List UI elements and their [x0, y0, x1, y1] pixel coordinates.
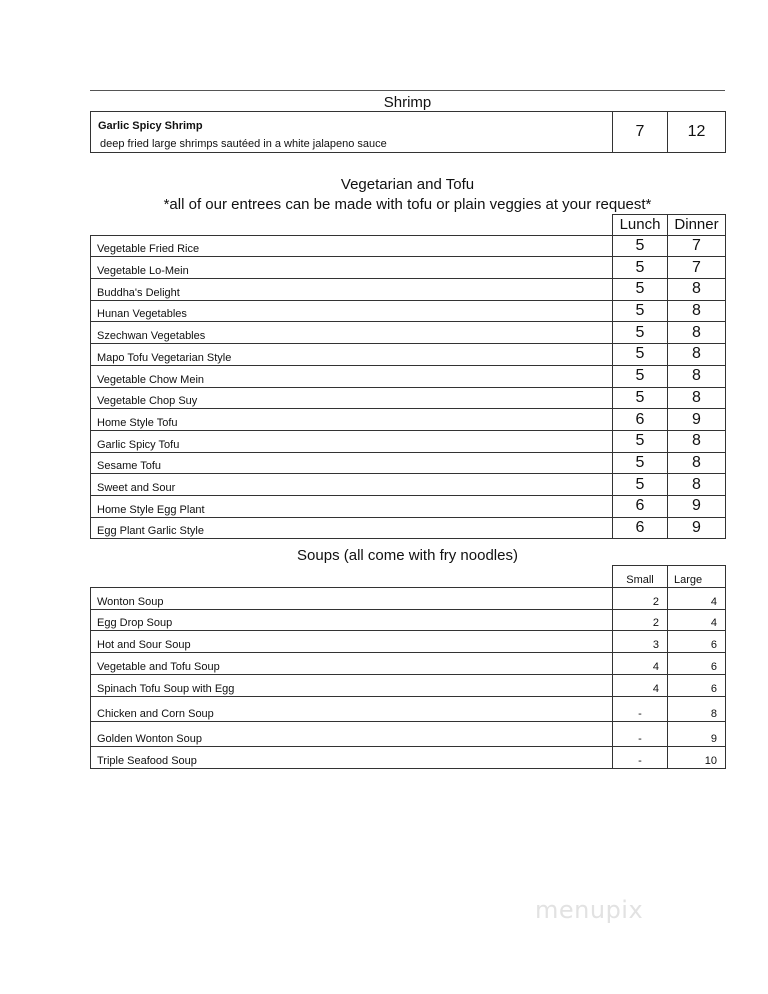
menu-row: [91, 257, 726, 279]
header-row: [91, 215, 726, 236]
large-price: 8: [668, 696, 726, 721]
dinner-price: 7: [668, 257, 726, 279]
lunch-price: 5: [613, 257, 668, 279]
menupix-watermark: menupix: [535, 896, 644, 924]
item-name: Mapo Tofu Vegetarian Style: [91, 344, 613, 366]
top-divider: [90, 90, 725, 91]
menu-row: [91, 365, 726, 387]
menu-row: [91, 609, 726, 631]
lunch-price: 5: [613, 452, 668, 474]
item-name: Vegetable Chow Mein: [91, 365, 613, 387]
menu-row: [91, 409, 726, 431]
lunch-header: Lunch: [613, 215, 668, 236]
soups-table: [90, 565, 726, 769]
small-price: -: [613, 746, 668, 768]
menu-row: [91, 279, 726, 301]
item-name: Home Style Egg Plant: [91, 495, 613, 517]
item-name: Garlic Spicy Shrimp: [98, 120, 203, 132]
large-price: 4: [668, 587, 726, 609]
dinner-price: 8: [668, 452, 726, 474]
lunch-price: 6: [613, 495, 668, 517]
small-price: 2: [613, 587, 668, 609]
lunch-price: 5: [613, 300, 668, 322]
dinner-price: 8: [668, 365, 726, 387]
lunch-price: 5: [613, 344, 668, 366]
item-name: Vegetable Fried Rice: [91, 235, 613, 257]
menu-row: [91, 235, 726, 257]
menu-row: [91, 344, 726, 366]
dinner-price: 8: [668, 430, 726, 452]
dinner-price: 8: [668, 344, 726, 366]
vegetarian-subtitle: *all of our entrees can be made with tofu or plain veggies at your request*: [163, 196, 652, 213]
lunch-price: 5: [613, 365, 668, 387]
menu-row: [91, 300, 726, 322]
item-name: Szechwan Vegetables: [91, 322, 613, 344]
large-price: 6: [668, 631, 726, 653]
menu-row: [91, 430, 726, 452]
lunch-price: 5: [613, 235, 668, 257]
vegetarian-heading: Vegetarian and Tofu: [340, 176, 475, 193]
dinner-price: 8: [668, 322, 726, 344]
menu-row: [91, 517, 726, 539]
lunch-price: 5: [613, 279, 668, 301]
large-price: 10: [668, 746, 726, 768]
menu-row: [91, 495, 726, 517]
shrimp-heading: Shrimp: [383, 94, 432, 111]
item-name: Egg Drop Soup: [91, 609, 613, 631]
dinner-price: 8: [668, 474, 726, 496]
menu-row: [91, 696, 726, 721]
menu-row: [91, 631, 726, 653]
menu-row: [91, 452, 726, 474]
small-price: 3: [613, 631, 668, 653]
item-name: Hot and Sour Soup: [91, 631, 613, 653]
item-name: Home Style Tofu: [91, 409, 613, 431]
soups-heading: Soups (all come with fry noodles): [297, 547, 518, 564]
dinner-price: 7: [668, 235, 726, 257]
vegetarian-table: [90, 214, 726, 539]
menu-row: [91, 112, 726, 153]
menu-row: [91, 587, 726, 609]
dinner-price: 12: [668, 112, 726, 153]
lunch-price: 6: [613, 517, 668, 539]
item-name: Vegetable Lo-Mein: [91, 257, 613, 279]
dinner-price: 9: [668, 517, 726, 539]
menu-row: [91, 322, 726, 344]
lunch-price: 7: [613, 112, 668, 153]
large-header: Large: [668, 566, 726, 588]
small-price: 2: [613, 609, 668, 631]
large-price: 6: [668, 653, 726, 675]
large-price: 6: [668, 674, 726, 696]
item-name: Vegetable Chop Suy: [91, 387, 613, 409]
small-price: -: [613, 696, 668, 721]
large-price: 4: [668, 609, 726, 631]
shrimp-table: [90, 111, 726, 153]
item-cell: [91, 112, 613, 153]
menu-row: [91, 746, 726, 768]
item-name: Sweet and Sour: [91, 474, 613, 496]
small-price: 4: [613, 653, 668, 675]
header-row: [91, 566, 726, 588]
lunch-price: 6: [613, 409, 668, 431]
menu-row: [91, 653, 726, 675]
item-description: deep fried large shrimps sautéed in a white jalapeno sauce: [100, 138, 387, 150]
item-name: Golden Wonton Soup: [91, 721, 613, 746]
item-name: Vegetable and Tofu Soup: [91, 653, 613, 675]
small-price: 4: [613, 674, 668, 696]
item-name: Wonton Soup: [91, 587, 613, 609]
item-name: Sesame Tofu: [91, 452, 613, 474]
dinner-header: Dinner: [668, 215, 726, 236]
lunch-price: 5: [613, 387, 668, 409]
item-name: Garlic Spicy Tofu: [91, 430, 613, 452]
lunch-price: 5: [613, 430, 668, 452]
item-name: Egg Plant Garlic Style: [91, 517, 613, 539]
large-price: 9: [668, 721, 726, 746]
menu-row: [91, 474, 726, 496]
small-price: -: [613, 721, 668, 746]
lunch-price: 5: [613, 474, 668, 496]
dinner-price: 8: [668, 387, 726, 409]
item-name: Buddha's Delight: [91, 279, 613, 301]
dinner-price: 9: [668, 495, 726, 517]
item-name: Chicken and Corn Soup: [91, 696, 613, 721]
dinner-price: 8: [668, 300, 726, 322]
small-header: Small: [613, 566, 668, 588]
menu-row: [91, 387, 726, 409]
dinner-price: 8: [668, 279, 726, 301]
dinner-price: 9: [668, 409, 726, 431]
item-name: Triple Seafood Soup: [91, 746, 613, 768]
menu-row: [91, 721, 726, 746]
item-name: Hunan Vegetables: [91, 300, 613, 322]
item-name: Spinach Tofu Soup with Egg: [91, 674, 613, 696]
menu-row: [91, 674, 726, 696]
lunch-price: 5: [613, 322, 668, 344]
